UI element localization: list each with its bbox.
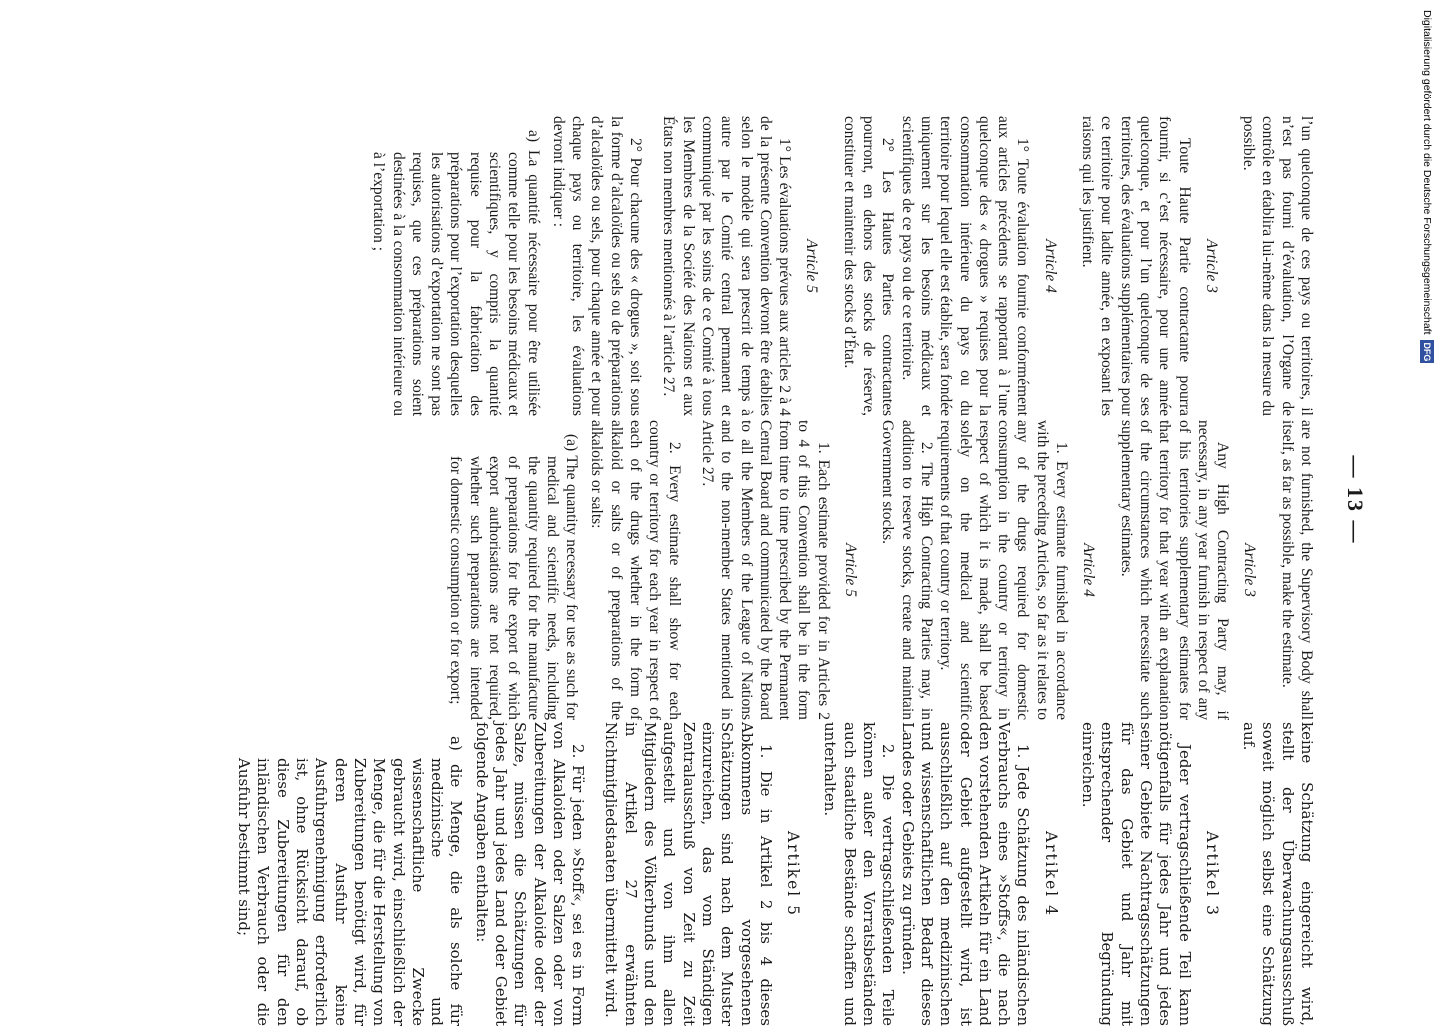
de-art5-heading: Artikel 5 <box>784 830 803 918</box>
en-art4-heading: Article 4 <box>1080 543 1098 597</box>
digitization-stamp <box>1420 10 1434 990</box>
de-art5-p2: 2. Für jeden »Stoff«, sei es in Form von Alkaloiden oder Salzen oder von Zubereitungen der Alkaloide oder der Salze, müssen die Schätzungen für jedes Jahr und jedes Land oder Gebiet folgende Angaben enthalten: <box>472 722 588 1026</box>
fr-art4-p2: 2° Les Hautes Parties contractantes pourront, en dehors des stocks de réserve, constituer et maintenir des stocks d’État. <box>840 116 897 416</box>
stamp-text: Digitalisierung gefördert durch die Deutsche Forschungsgemeinschaft <box>1421 10 1433 335</box>
en-art4-p2: 2. The High Contracting Parties may, in addition to reserve stocks, create and maintain Government stocks. <box>879 420 935 720</box>
dfg-logo: DFG <box>1422 342 1432 362</box>
de-art4-p1: 1. Jede Schätzung des inländischen Verbrauchs eines »Stoffs«, die nach den vorstehenden Artikeln für ein Land oder Gebiet aufgestellt wird, ist ausschließlich auf den medizinischen und wissenschaftlichen Bedarf dieses Landes oder Gebiets zu gründen. <box>898 722 1033 1026</box>
fr-art5-p2: 2° Pour chacune des « drogues », soit sous la forme d’alcaloïdes ou sels ou de préparations d’alcaloïdes ou sels, pour chaque année et pour chaque pays ou territoire, les évaluations devront indiquer : <box>549 116 645 416</box>
en-art3-heading: Article 3 <box>1241 543 1259 597</box>
fr-art5-p1: 1° Les évaluations prévues aux articles 2 à 4 de la présente Convention devront être établies selon le modèle qui sera prescrit de temps à autre par le Comité central permanent et communiqué par les soins de ce Comité à tous les Membres de la Société des Nations et aux États non membres mentionnés à l’article 27. <box>660 116 794 416</box>
german-column <box>234 722 1316 1026</box>
en-art5-p1: 1. Each estimate provided for in Articles 2 to 4 of this Convention shall be in the form from time to time prescribed by the Permanent Central Board and communicated by the Board to all the Members of the League of Nations and to the non-member States mentioned in Article 27. <box>698 420 832 720</box>
en-art4-p1: 1. Every estimate furnished in accordance with the preceding Articles, so far as it relates to any of the drugs required for domestic consumption in the country or territory in respect of which it is made, shall be based solely on the medical and scientific requirements of that country or territory. <box>937 420 1071 720</box>
de-art4-p2: 2. Die vertragschließenden Teile können außer den Vorratsbeständen auch staatliche Bestände schaffen und unterhalten. <box>821 722 898 1026</box>
de-art3-heading: Artikel 3 <box>1202 830 1221 918</box>
fr-art3-text: Toute Haute Partie contractante pourra fournir, si c’est nécessaire, pour une année quelconque, et pour l’un quelconque de ses territoires, des évaluations supplémentaires pour ce territoire pour ladite année, en exposant les raisons qui les justifient. <box>1079 116 1193 417</box>
fr-art4-heading: Article 4 <box>1041 239 1059 293</box>
english-column <box>446 420 1316 720</box>
de-art5-p1: 1. Die in Artikel 2 bis 4 dieses Abkommens vorgesehenen Schätzungen sind nach dem Muster einzureichen, das vom Ständigen Zentralausschuß von Zeit zu Zeit aufgestellt und von ihm allen Mitgliedern des Völkerbunds und den in Artikel 27 erwähnten Nichtmitgliedstaaten übermittelt wird. <box>602 722 775 1026</box>
de-intro: keine Schätzung eingereicht wird, stellt der Überwachungsausschuß soweit möglich selbst eine Schätzung auf. <box>1240 722 1316 1026</box>
en-art5-p2: 2. Every estimate shall show for each country or territory for each year in respect of each of the drugs whether in the form of alkaloid or salts or of preparations of the alkaloids or salts: <box>588 420 683 720</box>
en-intro: are not furnished, the Supervisory Body shall itself, as far as possible, make the estimate. <box>1278 420 1315 720</box>
de-art5-a: a) die Menge, die als solche für medizinische und wissenschaftliche Zwecke gebraucht wird, einschließlich der Menge, die für die Herstellung von Zubereitungen benötigt wird, für deren Ausfuhr keine Ausfuhrgenehmigung erforderlich ist, ohne Rücksicht darauf, ob diese Zubereitungen für den inländischen Verbrauch oder die Ausfuhr bestimmt sind; <box>235 736 466 1026</box>
page-number: — 13 — <box>1343 455 1368 545</box>
fr-intro: l’un quelconque de ces pays ou territoires, il n’est pas fourni d’évaluation, l’Organe de contrôle en établira lui-même dans la mesure du possible. <box>1240 116 1315 416</box>
en-art3-text: Any High Contracting Party may, if necessary, in any year furnish in respect of any of his territories supplementary estimates for that territory for that year with an explanation of the circumstances which necessitate such supplementary estimates. <box>1117 420 1232 720</box>
de-art4-heading: Artikel 4 <box>1041 830 1060 918</box>
en-art5-a: (a) The quantity necessary for use as such for medical and scientific needs, including the quantity required for the manufacture of preparations for the export of which export authorisations are not required, whether such preparations are intended for domestic consumption or for export; <box>447 434 581 720</box>
fr-art3-heading: Article 3 <box>1202 239 1220 293</box>
fr-art4-p1: 1° Toute évaluation fournie conformément aux articles précédents se rapportant à l’une quelconque des « drogues » requises pour la consommation intérieure du pays ou du territoire pour lequel elle est établie, sera fondée uniquement sur les besoins médicaux et scientifiques de ce pays ou de ce territoire. <box>898 116 1032 416</box>
stamp-text-line <box>1420 10 1434 990</box>
fr-art5-heading: Article 5 <box>803 239 821 293</box>
en-art5-heading: Article 5 <box>842 543 860 597</box>
french-column <box>369 116 1316 416</box>
fr-art5-a: a) La quantité nécessaire pour être utilisée comme telle pour les besoins médicaux et scientifiques, y compris la quantité requise pour la fabrication des préparations pour l’exportation desquelles les autorisations d’exportation ne sont pas requises, que ces préparations soient destinées à la consommation intérieure ou à l’exportation ; <box>370 130 542 416</box>
de-art3-text: Jeder vertragschließende Teil kann nötigenfalls für jedes Jahr und jedes seiner Gebiete Nachtragsschätzungen für das Gebiet und Jahr mit entsprechender Begründung einreichen. <box>1079 722 1194 1026</box>
